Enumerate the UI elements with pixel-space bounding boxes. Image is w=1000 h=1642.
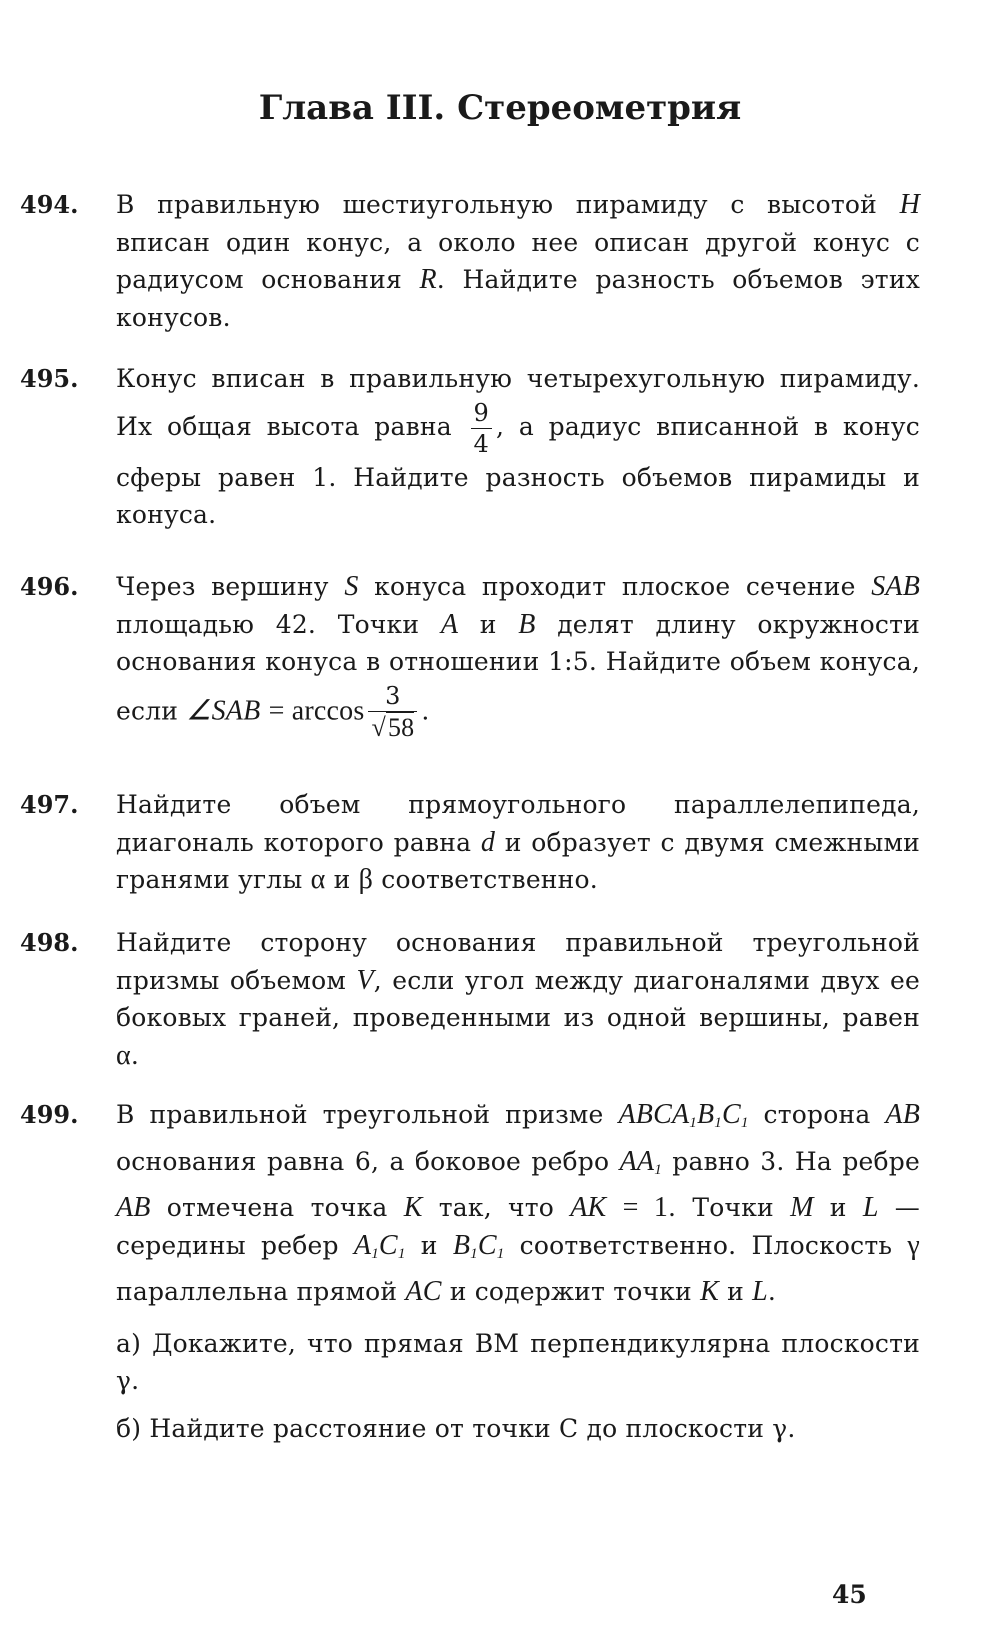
problem-part-b: б) Найдите расстояние от точки C до плоскости γ. — [116, 1413, 796, 1443]
page-number: 45 — [832, 1580, 867, 1609]
problem-499 — [20, 1096, 920, 1447]
problem-text: В правильную шестиугольную пирамиду с высотой H вписан один конус, а около нее описан другой конус с радиусом основания R. Найдите разность объемов этих конусов. — [116, 189, 920, 332]
fraction-9-4: $\frac{9}{4}$ — [471, 398, 492, 459]
problem-497 — [20, 786, 920, 899]
problem-number: 496. — [20, 572, 79, 601]
problem-text: Найдите сторону основания правильной треугольной призмы объемом V, если угол между диагоналями двух ее боковых граней, проведенными из одной вершины, равен α. — [116, 928, 920, 1071]
problem-text: Найдите объем прямоугольного параллелепипеда, диагональ которого равна d и образует с двумя смежными гранями углы α и β соответственно. — [116, 790, 920, 895]
problem-number: 494. — [20, 190, 79, 219]
problem-text: Конус вписан в правильную четырехугольную пирамиду. Их общая высота равна $\frac{9}{4}$ , а радиус вписанной в конус сферы равен 1. Найдите разность объемов пирамиды и конуса. — [116, 364, 920, 529]
page-title: Глава III. Стереометрия — [258, 88, 742, 128]
problem-part-a: а) Докажите, что прямая BM перпендикулярна плоскости γ. — [116, 1328, 920, 1395]
problem-498 — [20, 924, 920, 1074]
problem-number: 495. — [20, 364, 79, 393]
problem-494 — [20, 186, 920, 336]
problem-495 — [20, 360, 920, 534]
problem-number: 499. — [20, 1100, 79, 1129]
problem-number: 498. — [20, 928, 79, 957]
problem-text: В правильной треугольной призме $ABCA_1B_1C_1$ сторона AB основания равна 6, а боковое ребро $AA_1$ равно 3. На ребре AB отмечена точка K так, что AK = 1. Точки M и L — середины ребер $A_1C_1$ и $B_1C_1$ соответственно. Плоскость γ параллельна прямой AC и содержит точки K и L. — [116, 1099, 921, 1307]
fraction-arccos: $\frac{3}{√58}$ — [368, 681, 417, 745]
problem-text: Через вершину S конуса проходит плоское сечение SAB площадью 42. Точки A и B делят длину окружности основания конуса в отношении 1:5. Найдите объем конуса, если ∠SAB = arccos $\frac{3}{√58}$ . — [116, 568, 920, 744]
problem-496 — [20, 568, 920, 744]
problem-number: 497. — [20, 790, 79, 819]
